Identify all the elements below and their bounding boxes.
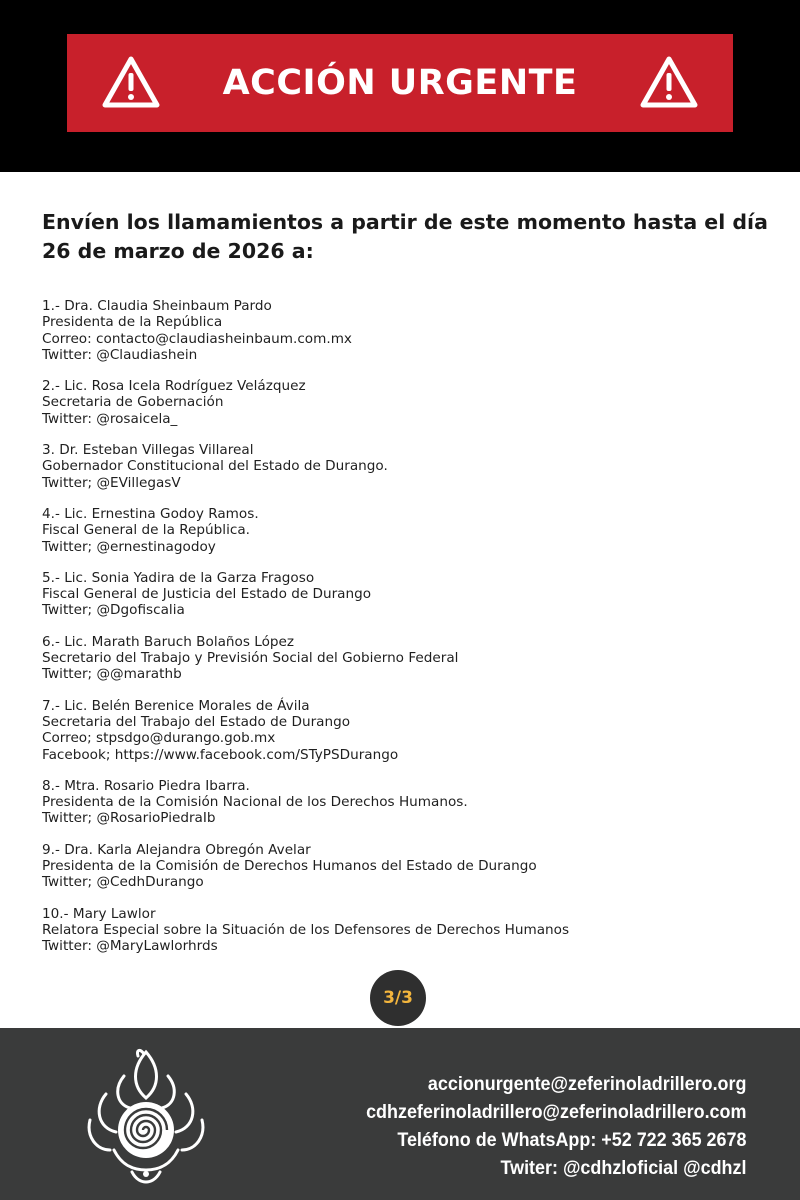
recipient-detail: Twitter; @CedhDurango xyxy=(42,874,204,891)
contact-line: Twiter: @cdhzloficial @cdhzl xyxy=(500,1157,746,1179)
recipient-entry xyxy=(42,298,772,363)
recipient-detail: Fiscal General de Justicia del Estado de Durango xyxy=(42,586,372,603)
recipient-detail: Presidenta de la República xyxy=(42,314,223,331)
recipient-entry xyxy=(42,378,772,427)
recipient-name: 1.- Dra. Claudia Sheinbaum Pardo xyxy=(42,298,272,314)
footer xyxy=(0,1028,800,1200)
recipient-name: 3. Dr. Esteban Villegas Villareal xyxy=(42,442,254,459)
warning-triangle-icon xyxy=(101,54,161,110)
recipient-entry xyxy=(42,634,772,683)
recipient-detail: Twitter; @ernestinagodoy xyxy=(42,538,216,555)
warning-triangle-icon xyxy=(639,54,699,110)
contact-line: accionurgente@zeferinoladrillero.org xyxy=(427,1073,746,1095)
recipient-name: 4.- Lic. Ernestina Godoy Ramos. xyxy=(42,505,259,522)
recipient-detail: Twitter; @RosarioPiedraIb xyxy=(42,810,216,827)
recipient-detail: Twitter; @Dgofiscalia xyxy=(42,602,185,619)
recipient-detail: Twitter: @rosaicela_ xyxy=(42,410,178,427)
lotus-spiral-logo-icon xyxy=(84,1046,208,1186)
contact-line: Teléfono de WhatsApp: +52 722 365 2678 xyxy=(396,1129,746,1151)
recipient-name: 10.- Mary Lawlor xyxy=(42,905,156,922)
recipient-detail: Twitter; @@marathb xyxy=(42,666,182,683)
banner-title: ACCIÓN URGENTE xyxy=(222,63,578,103)
recipient-detail: Presidenta de la Comisión de Derechos Humanos del Estado de Durango xyxy=(42,858,537,875)
recipient-entry xyxy=(42,442,772,491)
recipient-entry xyxy=(42,778,772,827)
recipient-list xyxy=(42,298,772,970)
recipient-detail: Correo: contacto@claudiasheinbaum.com.mx xyxy=(42,330,352,347)
recipient-detail: Facebook; https://www.facebook.com/STyPSDurango xyxy=(42,746,399,763)
recipient-entry xyxy=(42,570,772,619)
page-indicator xyxy=(370,970,426,1026)
recipient-detail: Twitter; @EVillegasV xyxy=(42,474,181,491)
recipient-detail: Secretario del Trabajo y Previsión Social del Gobierno Federal xyxy=(42,650,459,667)
recipient-detail: Correo; stpsdgo@durango.gob.mx xyxy=(42,730,276,747)
recipient-detail: Secretaria de Gobernación xyxy=(42,394,224,411)
urgent-banner xyxy=(67,34,733,132)
recipient-detail: Relatora Especial sobre la Situación de los Defensores de Derechos Humanos xyxy=(42,921,570,938)
recipient-name: 9.- Dra. Karla Alejandra Obregón Avelar xyxy=(42,841,311,858)
recipient-entry xyxy=(42,698,772,763)
recipient-detail: Twitter: @MaryLawlorhrds xyxy=(42,938,218,955)
top-band xyxy=(0,0,800,172)
contact-block xyxy=(333,1070,746,1182)
recipient-entry xyxy=(42,842,772,891)
recipient-detail: Presidenta de la Comisión Nacional de los Derechos Humanos. xyxy=(42,794,468,811)
headline: Envíen los llamamientos a partir de este momento hasta el día 26 de marzo de 2026 a: xyxy=(42,210,768,263)
recipient-name: 2.- Lic. Rosa Icela Rodríguez Velázquez xyxy=(42,378,306,395)
recipient-name: 6.- Lic. Marath Baruch Bolaños López xyxy=(42,633,295,650)
recipient-detail: Secretaria del Trabajo del Estado de Durango xyxy=(42,713,351,730)
recipient-detail: Twitter: @Claudiashein xyxy=(42,346,198,363)
recipient-name: 5.- Lic. Sonia Yadira de la Garza Fragoso xyxy=(42,569,315,586)
recipient-entry xyxy=(42,506,772,555)
recipient-name: 8.- Mtra. Rosario Piedra Ibarra. xyxy=(42,777,250,794)
recipient-entry xyxy=(42,906,772,955)
recipient-name: 7.- Lic. Belén Berenice Morales de Ávila xyxy=(42,697,310,714)
recipient-detail: Gobernador Constitucional del Estado de Durango. xyxy=(42,458,388,475)
recipient-detail: Fiscal General de la República. xyxy=(42,522,250,539)
page-indicator-label: 3/3 xyxy=(383,988,413,1008)
contact-line: cdhzeferinoladrillero@zeferinoladrillero.com xyxy=(365,1101,746,1123)
